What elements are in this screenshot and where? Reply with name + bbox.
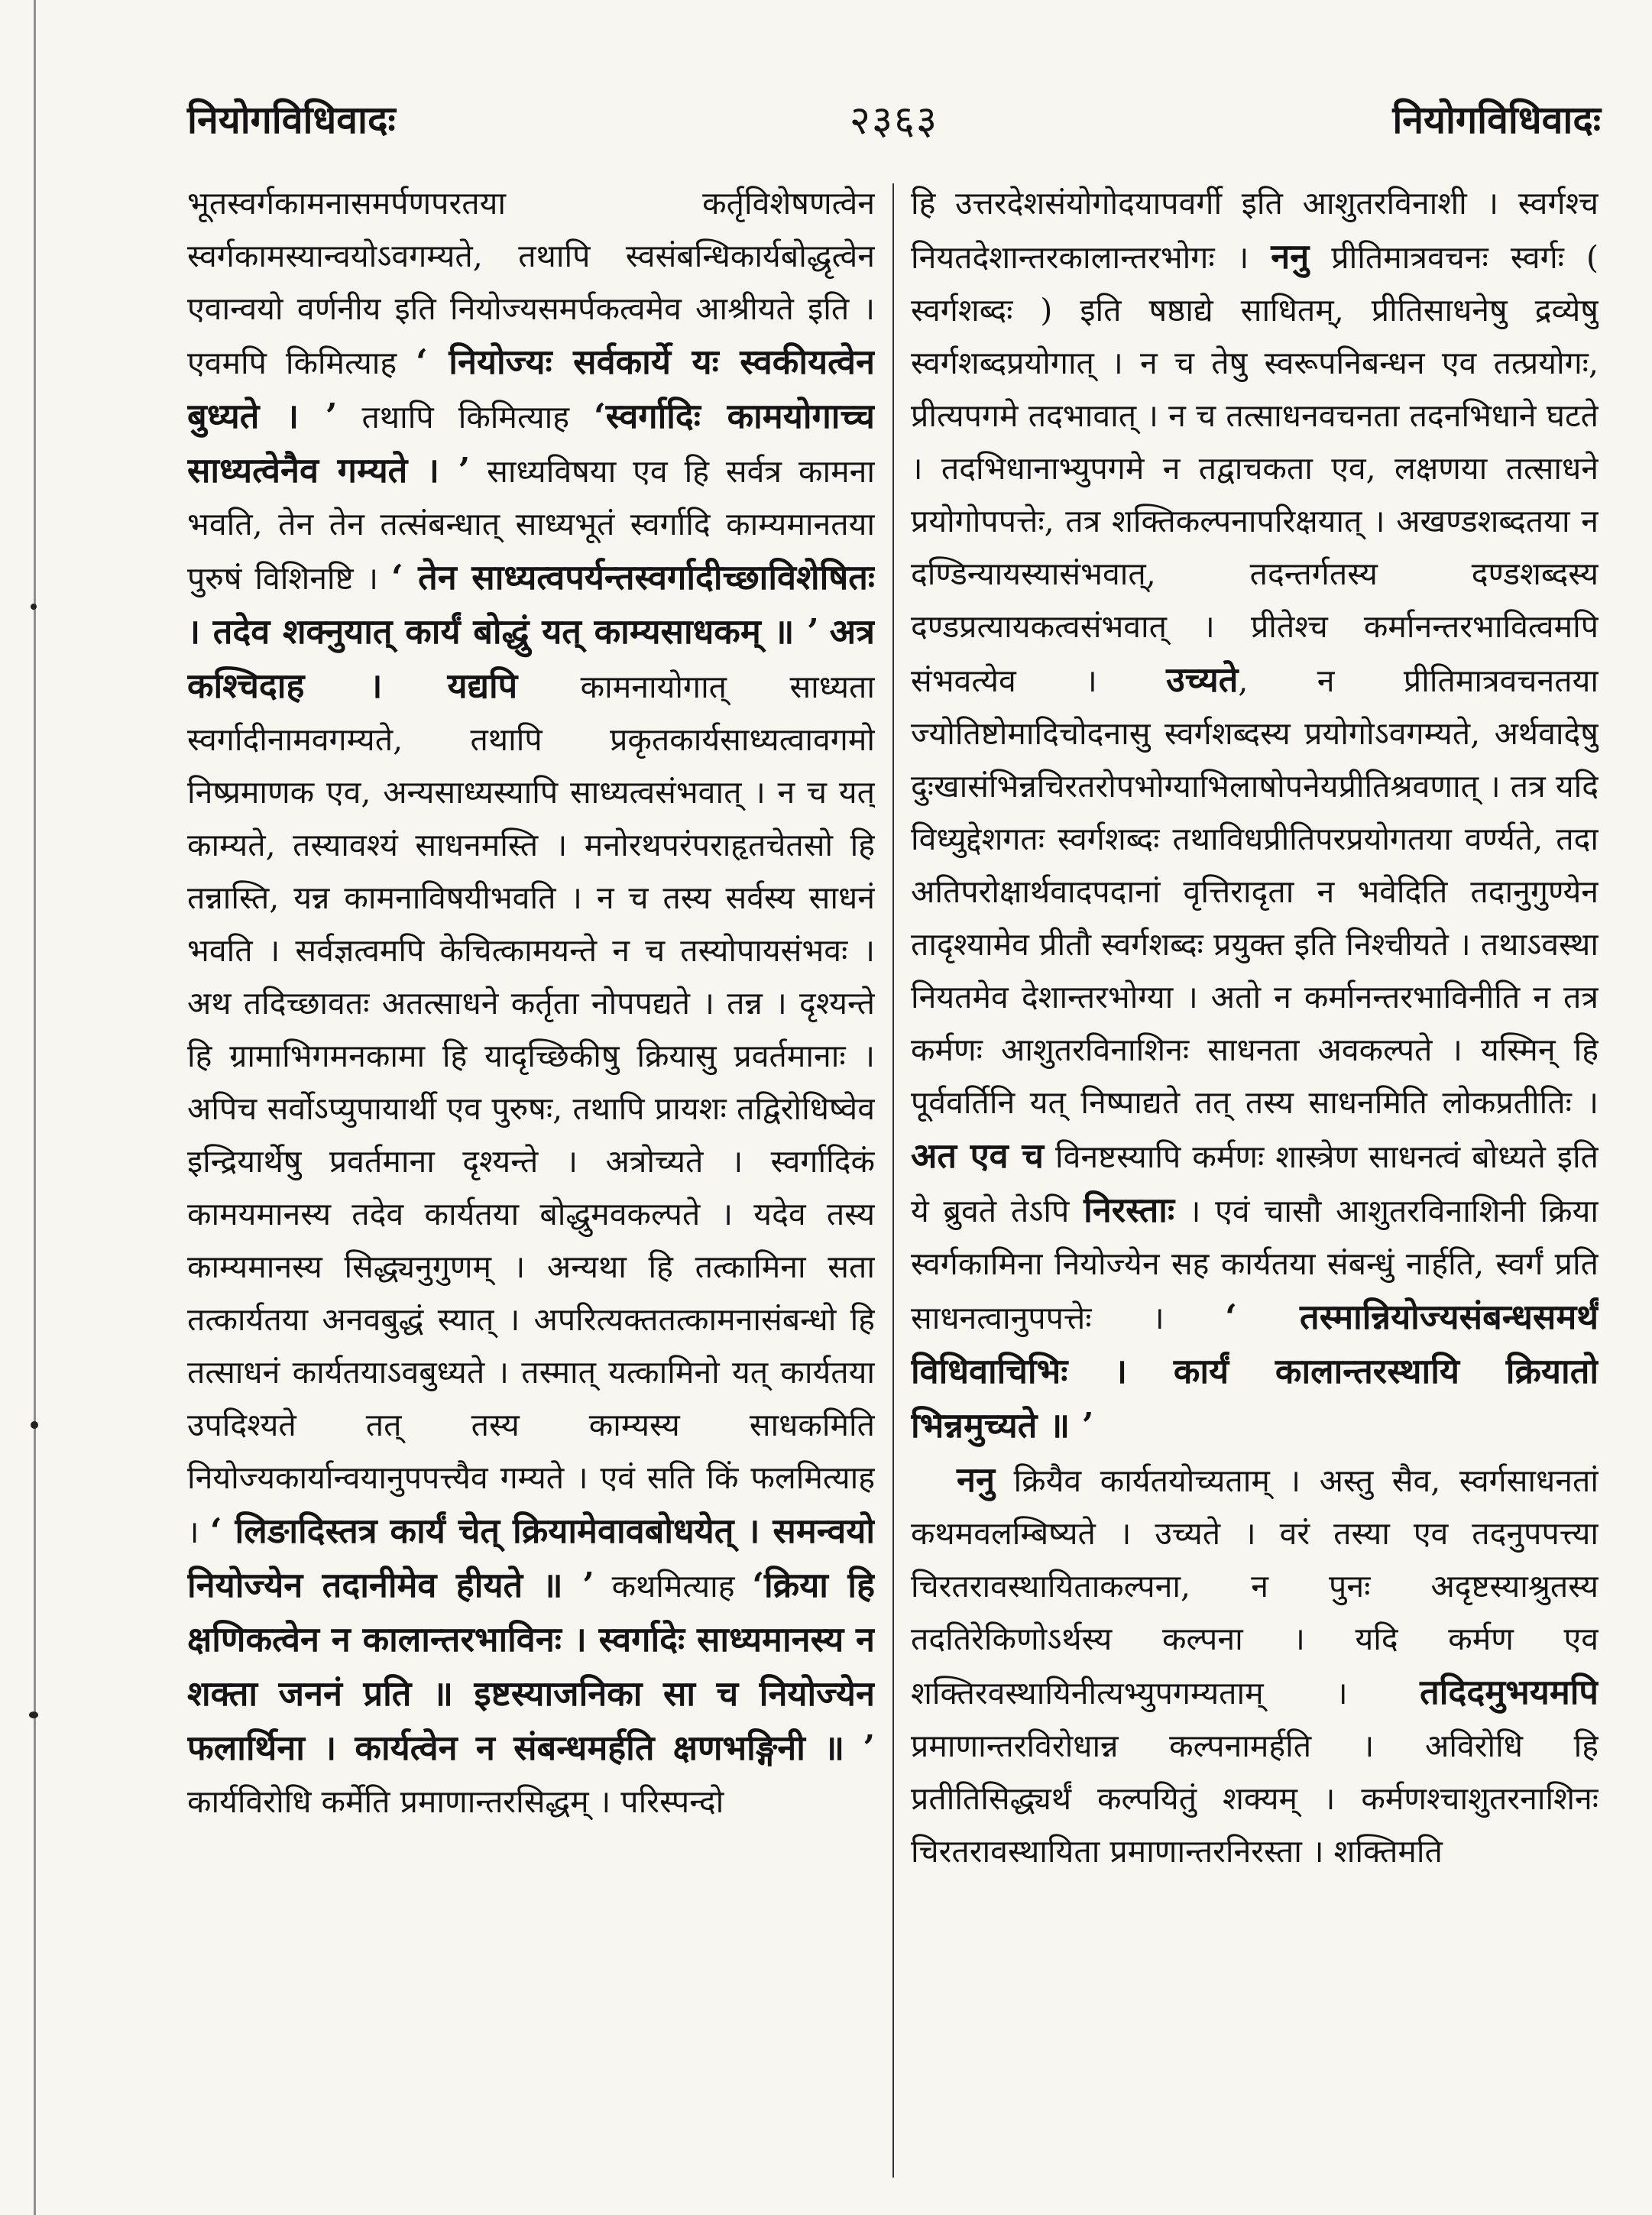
scan-speck — [31, 1421, 38, 1429]
verse-text: ननु — [957, 1459, 995, 1500]
commentary-text — [819, 614, 830, 651]
verse-text: ‘ तेन साध्यत्वपर्यन्तस्वर्गादीच्छाविशेषितः । तदेव शक्नुयात् कार्यं बोद्धुं यत् काम्यसाधकम् ॥ ’ — [187, 557, 875, 652]
verse-text: उच्यते — [1166, 659, 1239, 700]
verse-text: अत्र कश्चिदाह । यद्यपि — [187, 611, 875, 706]
verse-text: ‘क्रिया हि क्षणिकत्वेन न कालान्तरभाविनः । स्वर्गादेः साध्यमानस्य न शक्ता जननं प्रति ॥ इष्टस्याजनिका सा च नियोज्येन फलार्थिना । कार्यत्वेन न संबन्धमर्हति क्षणभङ्गिनी ॥ ’ — [187, 1565, 875, 1768]
header-title-left: नियोगविधिवादः — [187, 97, 396, 142]
commentary-text: विनष्टस्यापि कर्मणः शास्त्रेण साधनत्वं बोध्यते इति ये ब्रुवते तेऽपि — [911, 1138, 1599, 1229]
scan-speck — [29, 1711, 38, 1718]
commentary-text: , न प्रीतिमात्रवचनतया ज्योतिष्टोमादिचोदनासु स्वर्गशब्दस्य प्रयोगोऽवगम्यते, अर्थवादेषु दुःखासंभिन्नचिरतरोपभोग्याभिलाषोपनेयप्रीतिश्रवणात् । तत्र यदि विध्युद्देशगतः स्वर्गशब्दः तथाविधप्रीतिपरप्रयोगतया वर्ण्यते, तदा अतिपरोक्षार्थवादपदानां वृत्तिरादृता न भवेदिति तदानुगुण्येन तादृश्यामेव प्रीतौ स्वर्गशब्दः प्रयुक्त इति निश्चीयते । तथाऽवस्था नियतमेव देशान्तरभोग्या । अतो न कर्मानन्तरभाविनीति न तत्र कर्मणः आशुतरविनाशिनः साधनता अवकल्पते । यस्मिन् हि पूर्ववर्तिनि यत् निष्पाद्यते तत् तस्य साधनमिति लोकप्रतीतिः । — [911, 662, 1599, 1121]
verse-text: अत एव च — [911, 1135, 1044, 1176]
commentary-text: कामनायोगात् साध्यता स्वर्गादीनामवगम्यते, तथापि प्रकृतकार्यसाध्यत्वावगमो निष्प्रमाणक एव, अन्यसाध्यस्यापि साध्यत्वसंभवात् । न च यत् काम्यते, तस्यावश्यं साधनमस्ति । मनोरथपरंपराहृतचेतसो हि तन्नास्ति, यन्न कामनाविषयीभवति । न च तस्य सर्वस्य साधनं भवति । सर्वज्ञत्वमपि केचित्कामयन्ते न च तस्योपायसंभवः । अथ तदिच्छावतः अतत्साधने कर्तृता नोपपद्यते । तन्न । दृश्यन्ते हि ग्रामाभिगमनकामा हि यादृच्छिकीषु क्रियासु प्रवर्तमानाः । अपिच सर्वोऽप्युपायार्थी एव पुरुषः, तथापि प्रायशः तद्विरोधिष्वेव इन्द्रियार्थेषु प्रवर्तमाना दृश्यन्ते । अत्रोच्यते । स्वर्गादिकं कामयमानस्य तदेव कार्यतया बोद्धुमवकल्पते । यदेव तस्य काम्यमानस्य सिद्ध्यनुगुणम् । अन्यथा हि तत्कामिना सता तत्कार्यतया अनवबुद्धं स्यात् । अपरित्यक्ततत्कामनासंबन्धो हि तत्साधनं कार्यतयाऽवबुध्यते । तस्मात् यत्कामिनो यत् कार्यतया उपदिश्यते तत् तस्य काम्यस्य साधकमिति नियोज्यकार्यान्वयानुपपत्त्यैव गम्यते । एवं सति किं फलमित्याह । — [187, 669, 875, 1550]
verse-text: ननु — [1271, 236, 1310, 277]
column-divider — [892, 183, 894, 2178]
running-header — [187, 84, 1601, 153]
left-text-column — [187, 177, 875, 2169]
scan-speck — [31, 604, 37, 610]
paragraph — [187, 177, 875, 1828]
commentary-text: साध्यविषया एव हि सर्वत्र कामना भवति, तेन तेन तत्संबन्धात् साध्यभूतं स्वर्गादि काम्यमानतया पुरुषं विशिनष्टि । — [187, 453, 875, 597]
commentary-text: प्रीतिमात्रवचनः स्वर्गः ( स्वर्गशब्दः ) इति षष्ठाद्ये साधितम्, प्रीतिसाधनेषु द्रव्येषु स्वर्गशब्दप्रयोगात् । न च तेषु स्वरूपनिबन्धन एव तत्प्रयोगः, प्रीत्यपगमे तदभावात् । न च तत्साधनवचनता तदनभिधाने घटते । तदभिधानाभ्युपगमे न तद्वाचकता एव, लक्षणया तत्साधने प्रयोगोपपत्तेः, तत्र शक्तिकल्पनापरिक्षयात् । अखण्डशब्दतया न दण्डिन्यायस्यासंभवात्, तदन्तर्गतस्य दण्डशब्दस्य दण्डप्रत्यायकत्वसंभवात् । प्रीतेश्च कर्मानन्तरभावित्वमपि संभवत्येव । — [911, 239, 1599, 699]
paragraph — [911, 177, 1599, 1453]
verse-text: ‘ नियोज्यः सर्वकार्ये यः स्वकीयत्वेन बुध्यते । ’ — [187, 342, 875, 436]
commentary-text: कार्यविरोधि कर्मेति प्रमाणान्तरसिद्धम् । परिस्पन्दो — [187, 1783, 724, 1820]
right-text-column — [911, 177, 1599, 2169]
verse-text: ‘ लिङादिस्तत्र कार्यं चेत् क्रियामेवावबोधयेत् । समन्वयो नियोज्येन तदानीमेव हीयते ॥ ’ — [187, 1511, 875, 1605]
verse-text: निरस्ताः — [1084, 1190, 1175, 1230]
commentary-text: हि उत्तरदेशसंयोगोदयापवर्गी इति आशुतरविनाशी । स्वर्गश्च नियतदेशान्तरकालान्तरभोगः । — [911, 185, 1599, 276]
verse-text: ‘ तस्मान्नियोज्यसंबन्धसमर्थं विधिवाचिभिः । कार्यं कालान्तरस्थायि क्रियातो भिन्नमुच्यते ॥ ’ — [911, 1297, 1599, 1446]
commentary-text: क्रियैव कार्यतयोच्यताम् । अस्तु सैव, स्वर्गसाधनतां कथमवलम्बिष्यते । उच्यते । वरं तस्या एव तदनुपपत्त्या चिरतरावस्थायिताकल्पना, न पुनः अदृष्टस्याश्रुतस्य तदतिरेकिणोऽर्थस्य कल्पना । यदि कर्मण एव शक्तिरवस्थायिनीत्यभ्युपगम्यताम् । — [911, 1462, 1599, 1711]
commentary-text: तथापि किमित्याह — [337, 399, 594, 436]
verse-text: ‘स्वर्गादिः कामयोगाच्च साध्यत्वेनैव गम्यते । ’ — [187, 396, 875, 491]
binding-edge-line — [34, 0, 36, 2215]
commentary-text: प्रमाणान्तरविरोधान्न कल्पनामर्हति । अविरोधि हि प्रतीतिसिद्ध्यर्थं कल्पयितुं शक्यम् । कर्मणश्चाशुतरनाशिनः चिरतरावस्थायिता प्रमाणान्तरनिरस्ता । शक्तिमति — [911, 1728, 1599, 1870]
commentary-text: भूतस्वर्गकामनासमर्पणपरतया कर्तृविशेषणत्वेन स्वर्गकामस्यान्वयोऽवगम्यते, तथापि स्वसंबन्धिकार्यबोद्धृत्वेन एवान्वयो वर्णनीय इति नियोज्यसमर्पकत्वमेव आश्रीयते इति । एवमपि किमित्याह — [187, 185, 875, 381]
commentary-text: । एवं चासौ आशुतरविनाशिनी क्रिया स्वर्गकामिना नियोज्येन सह कार्यतया संबन्धुं नार्हति, स्वर्गं प्रति साधनत्वानुपपत्तेः । — [911, 1193, 1599, 1336]
header-title-right: नियोगविधिवादः — [1392, 97, 1601, 142]
paragraph — [911, 1453, 1599, 1878]
page-number: २३६३ — [849, 97, 939, 144]
verse-text: तदिदमुभयमपि — [1420, 1672, 1599, 1712]
commentary-text: कथमित्याह — [594, 1568, 753, 1605]
